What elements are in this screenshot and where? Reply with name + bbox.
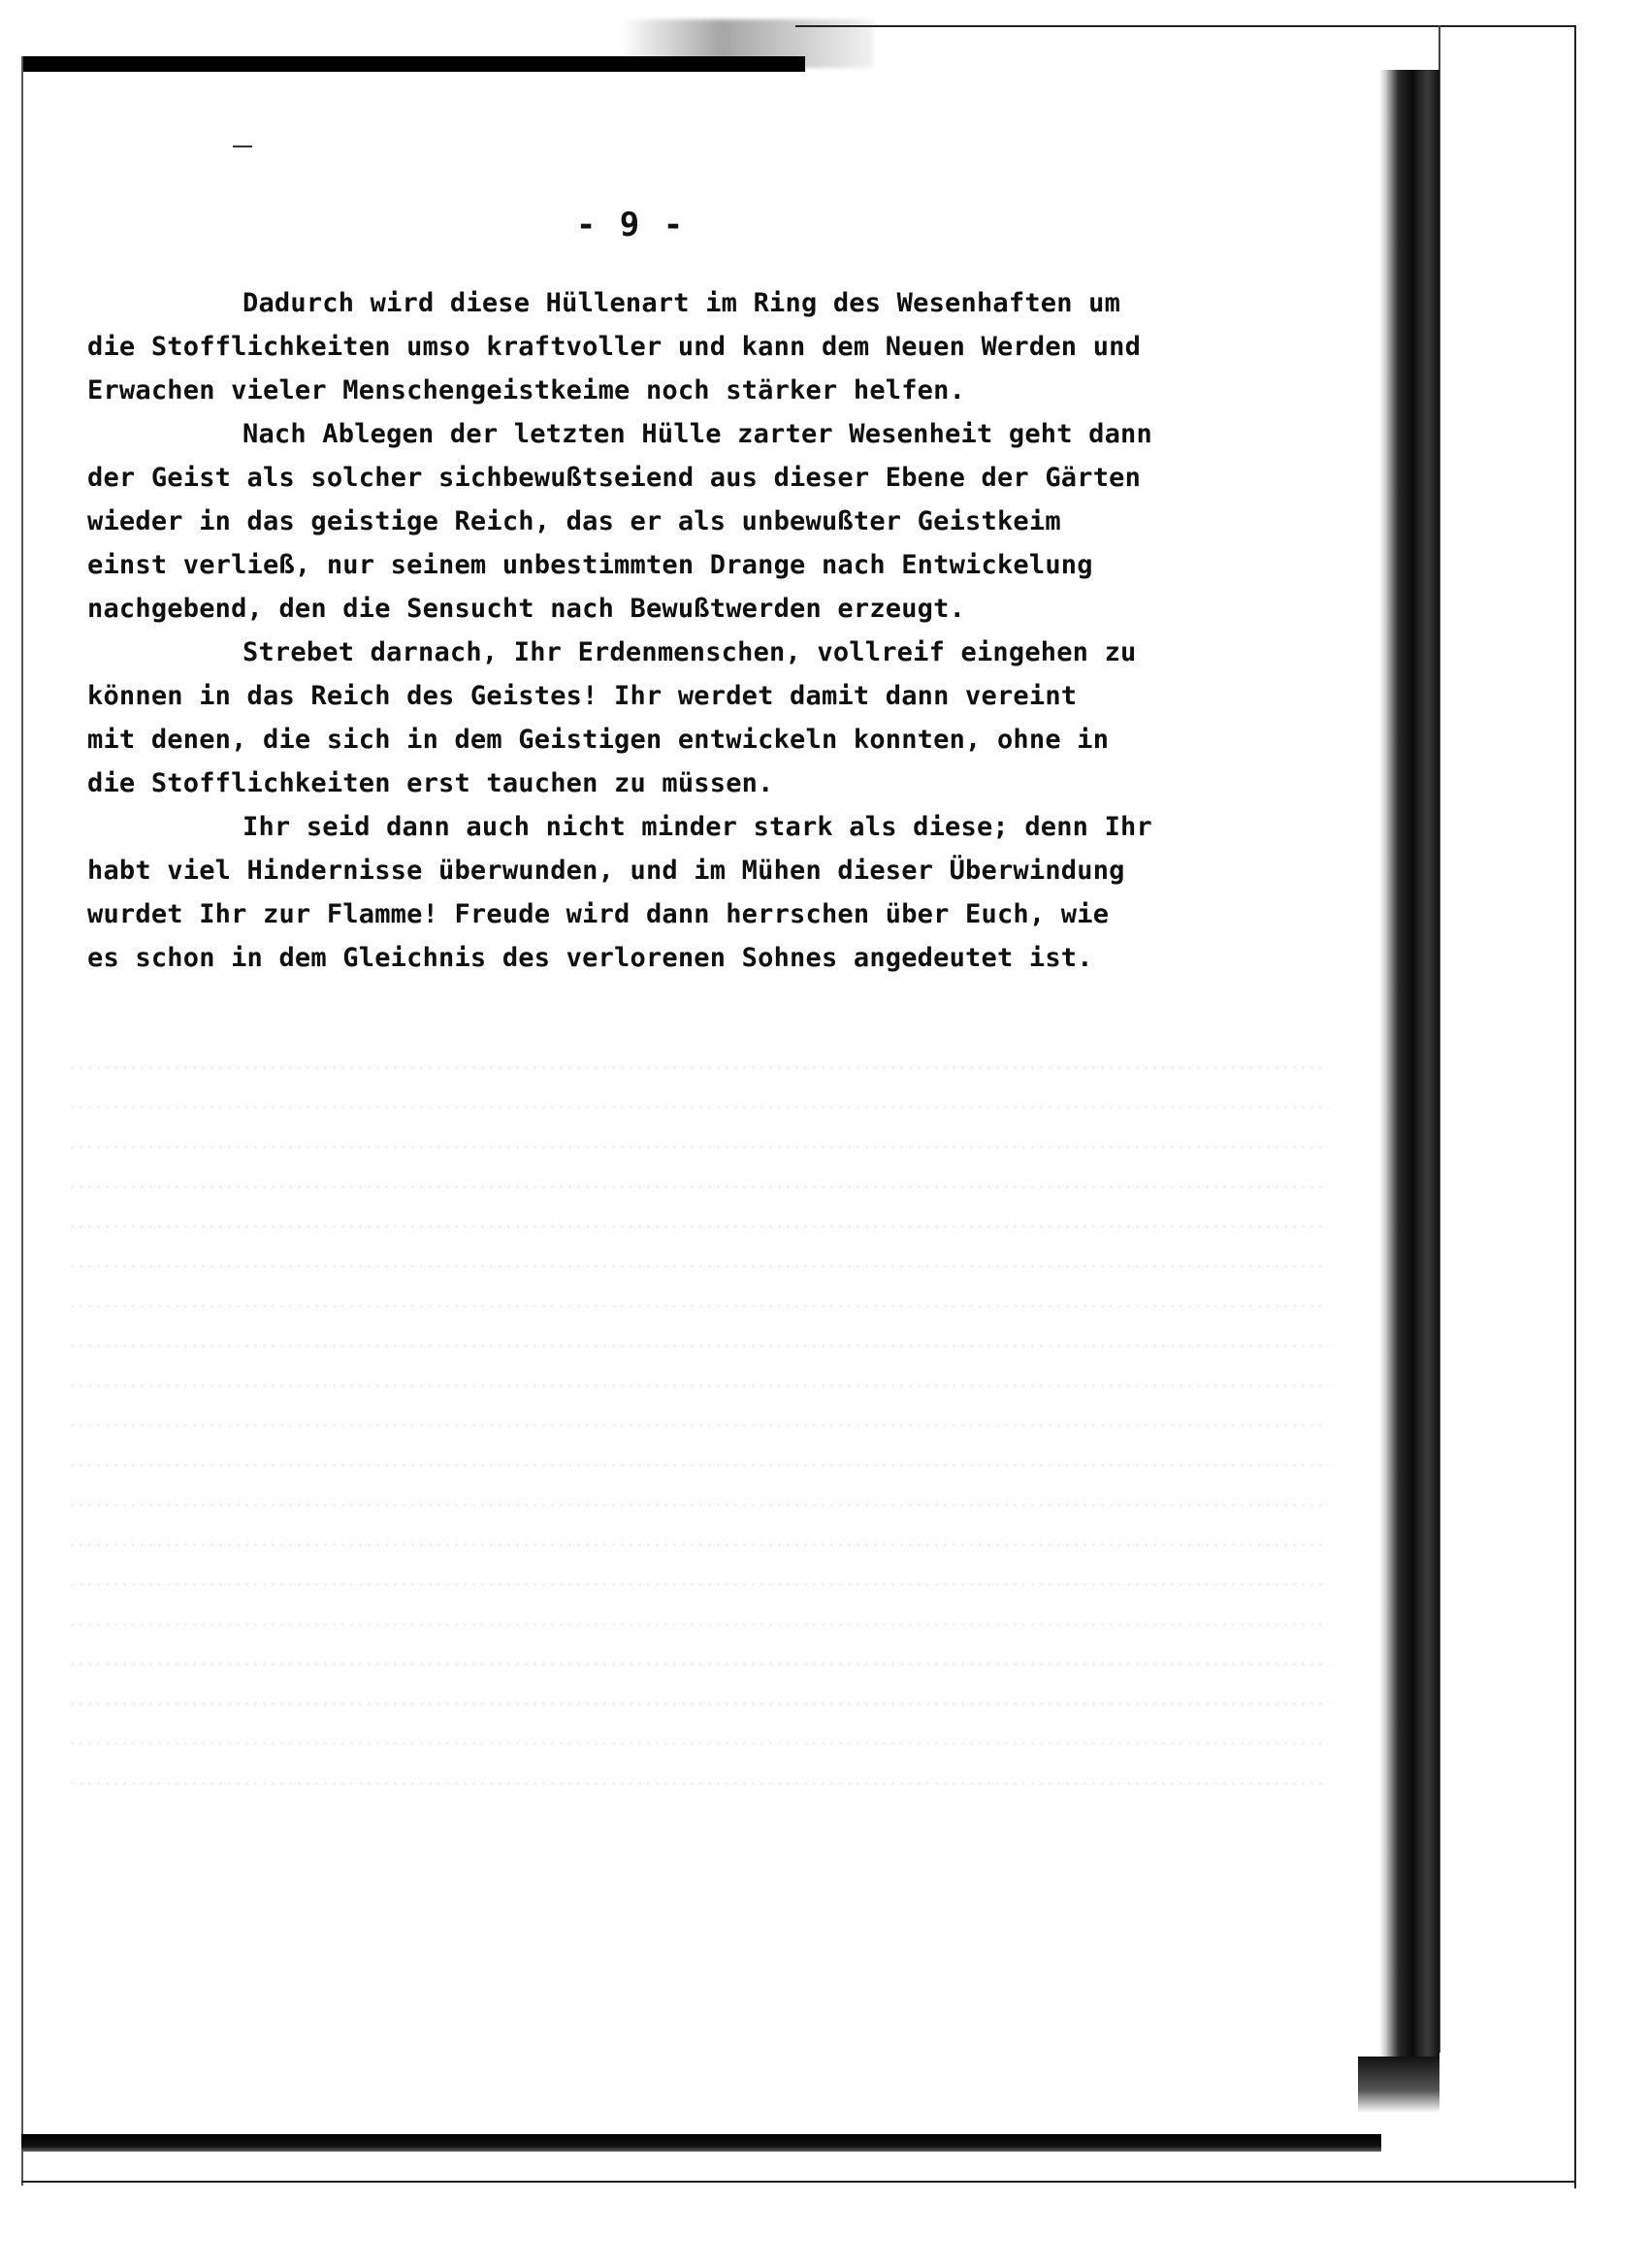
scan-border-top [21, 56, 805, 72]
text-line: Erwachen vieler Menschengeistkeime noch stärker helfen. [87, 375, 966, 405]
page-frame-top [795, 25, 1576, 27]
text-line: Ihr seid dann auch nicht minder stark als diese; denn Ihr [242, 812, 1152, 842]
text-line: Strebet darnach, Ihr Erdenmenschen, vollreif eingehen zu [242, 637, 1137, 667]
scan-border-bottom [21, 2134, 1381, 2152]
text-line: nachgebend, den die Sensucht nach Bewußtwerden erzeugt. [87, 594, 966, 624]
page-number: - 9 - [575, 206, 686, 244]
book-binding-shadow-bottom [1358, 2057, 1439, 2113]
text-line: Nach Ablegen der letzten Hülle zarter Wesenheit geht dann [242, 419, 1152, 449]
text-line: einst verließ, nur seinem unbestimmten Drange nach Entwickelung [87, 550, 1093, 580]
text-line: Dadurch wird diese Hüllenart im Ring des Wesenhaften um [242, 288, 1121, 318]
page-frame-bottom [21, 2181, 1576, 2183]
text-line: es schon in dem Gleichnis des verlorenen Sohnes angedeutet ist. [87, 943, 1093, 973]
book-binding-shadow [1379, 70, 1439, 2058]
text-line: können in das Reich des Geistes! Ihr werdet damit dann vereint [87, 681, 1078, 711]
scan-speck [233, 146, 252, 147]
page-frame-right [1574, 25, 1576, 2188]
page-frame-left [21, 56, 23, 2186]
text-line: der Geist als solcher sichbewußtseiend aus dieser Ebene der Gärten [87, 463, 1142, 493]
bleed-through-texture [68, 1048, 1329, 1785]
text-line: die Stofflichkeiten erst tauchen zu müssen. [87, 768, 774, 798]
text-line: die Stofflichkeiten umso kraftvoller und kann dem Neuen Werden und [87, 332, 1142, 362]
text-line: mit denen, die sich in dem Geistigen entwickeln konnten, ohne in [87, 725, 1110, 755]
body-text [87, 281, 1358, 980]
text-line: habt viel Hindernisse überwunden, und im Mühen dieser Überwindung [87, 856, 1125, 886]
text-line: wieder in das geistige Reich, das er als unbewußter Geistkeim [87, 506, 1061, 536]
text-line: wurdet Ihr zur Flamme! Freude wird dann herrschen über Euch, wie [87, 899, 1110, 929]
